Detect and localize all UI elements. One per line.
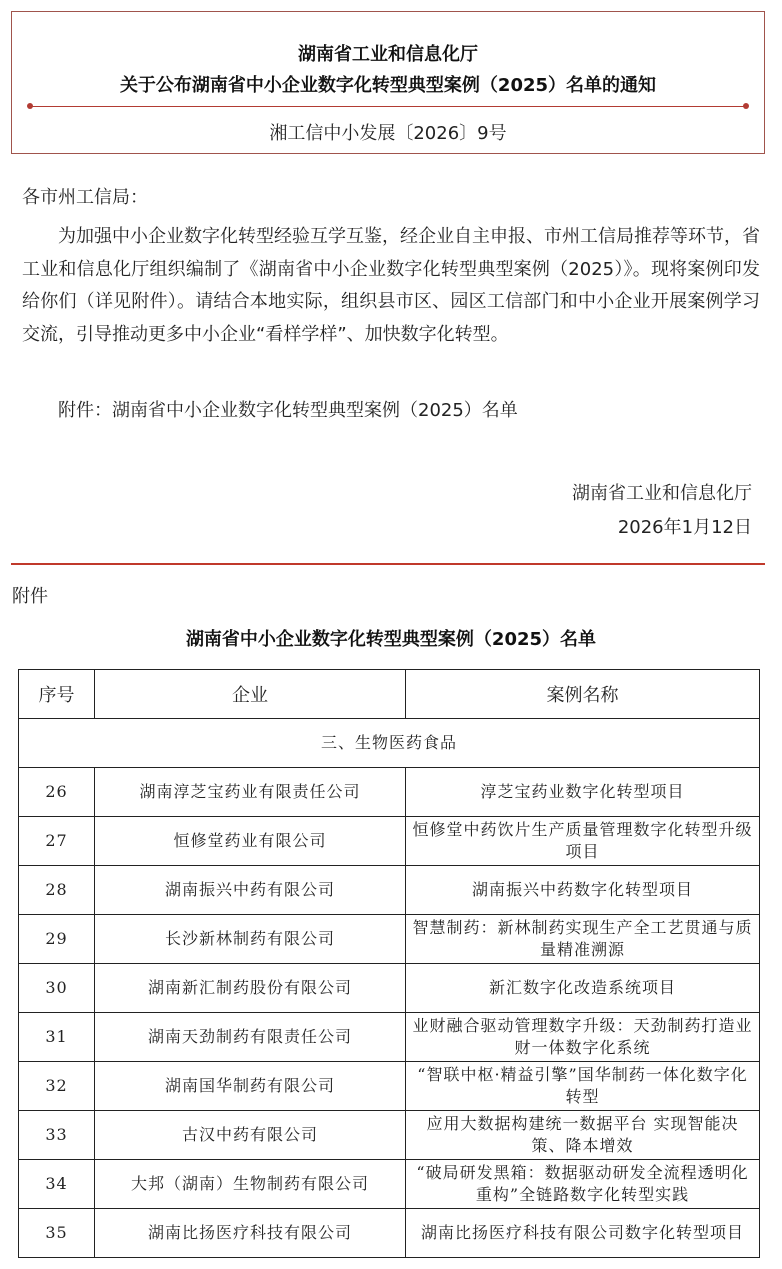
row-enterprise: 湖南比扬医疗科技有限公司 <box>95 1209 406 1258</box>
row-case-name: “智联中枢·精益引擎”国华制药一体化数字化转型 <box>406 1062 760 1111</box>
row-enterprise: 湖南国华制药有限公司 <box>95 1062 406 1111</box>
section-heading: 三、生物医药食品 <box>19 719 760 768</box>
table-row <box>19 1013 760 1062</box>
row-enterprise: 大邦（湖南）生物制药有限公司 <box>95 1160 406 1209</box>
row-case-name: 恒修堂中药饮片生产质量管理数字化转型升级项目 <box>406 817 760 866</box>
row-index: 32 <box>19 1062 95 1111</box>
table-row <box>19 768 760 817</box>
row-index: 27 <box>19 817 95 866</box>
row-enterprise: 恒修堂药业有限公司 <box>95 817 406 866</box>
salutation: 各市州工信局： <box>22 187 148 208</box>
row-case-name: “破局研发黑箱：数据驱动研发全流程透明化重构”全链路数字化转型实践 <box>406 1160 760 1209</box>
row-index: 30 <box>19 964 95 1013</box>
row-case-name: 业财融合驱动管理数字升级：天劲制药打造业财一体数字化系统 <box>406 1013 760 1062</box>
header-divider <box>30 106 746 107</box>
row-index: 26 <box>19 768 95 817</box>
row-enterprise: 湖南淳芝宝药业有限责任公司 <box>95 768 406 817</box>
case-table <box>18 669 760 1258</box>
row-case-name: 湖南比扬医疗科技有限公司数字化转型项目 <box>406 1209 760 1258</box>
section-row <box>19 719 760 768</box>
attachment-note: 附件：湖南省中小企业数字化转型典型案例（2025）名单 <box>58 400 518 421</box>
row-enterprise: 湖南新汇制药股份有限公司 <box>95 964 406 1013</box>
row-case-name: 湖南振兴中药数字化转型项目 <box>406 866 760 915</box>
row-enterprise: 古汉中药有限公司 <box>95 1111 406 1160</box>
row-index: 31 <box>19 1013 95 1062</box>
row-enterprise: 湖南天劲制药有限责任公司 <box>95 1013 406 1062</box>
table-row <box>19 964 760 1013</box>
table-row <box>19 866 760 915</box>
table-row <box>19 1062 760 1111</box>
document-header <box>11 11 765 154</box>
issue-date: 2026年1月12日 <box>617 517 752 538</box>
table-row <box>19 1160 760 1209</box>
section-divider <box>11 563 765 565</box>
row-enterprise: 长沙新林制药有限公司 <box>95 915 406 964</box>
column-header-index: 序号 <box>19 670 95 719</box>
row-index: 29 <box>19 915 95 964</box>
column-header-enterprise: 企业 <box>95 670 406 719</box>
row-case-name: 应用大数据构建统一数据平台 实现智能决策、降本增效 <box>406 1111 760 1160</box>
table-row <box>19 915 760 964</box>
body-paragraph: 为加强中小企业数字化转型经验互学互鉴，经企业自主申报、市州工信局推荐等环节，省工业和信息化厅组织编制了《湖南省中小企业数字化转型典型案例（2025）》。现将案例印发给你们（详见附件）。请结合本地实际，组织县市区、园区工信部门和中小企业开展案例学习交流，引导推动更多中小企业“看样学样”、加快数字化转型。 <box>22 226 760 345</box>
table-row <box>19 1209 760 1258</box>
row-index: 28 <box>19 866 95 915</box>
list-title: 湖南省中小企业数字化转型典型案例（2025）名单 <box>185 629 597 650</box>
notice-title: 关于公布湖南省中小企业数字化转型典型案例（2025）名单的通知 <box>119 75 657 96</box>
table-row <box>19 1111 760 1160</box>
document-number: 湘工信中小发展〔2026〕9号 <box>269 123 507 144</box>
column-header-case: 案例名称 <box>406 670 760 719</box>
row-case-name: 智慧制药：新林制药实现生产全工艺贯通与质量精准溯源 <box>406 915 760 964</box>
row-case-name: 淳芝宝药业数字化转型项目 <box>406 768 760 817</box>
divider-dot-right <box>743 103 749 109</box>
row-index: 35 <box>19 1209 95 1258</box>
table-row <box>19 817 760 866</box>
table-header-row <box>19 670 760 719</box>
row-enterprise: 湖南振兴中药有限公司 <box>95 866 406 915</box>
row-index: 34 <box>19 1160 95 1209</box>
attachment-label: 附件 <box>12 586 48 607</box>
issuer-signature: 湖南省工业和信息化厅 <box>572 483 752 504</box>
row-case-name: 新汇数字化改造系统项目 <box>406 964 760 1013</box>
row-index: 33 <box>19 1111 95 1160</box>
issuing-authority-title: 湖南省工业和信息化厅 <box>298 44 478 65</box>
